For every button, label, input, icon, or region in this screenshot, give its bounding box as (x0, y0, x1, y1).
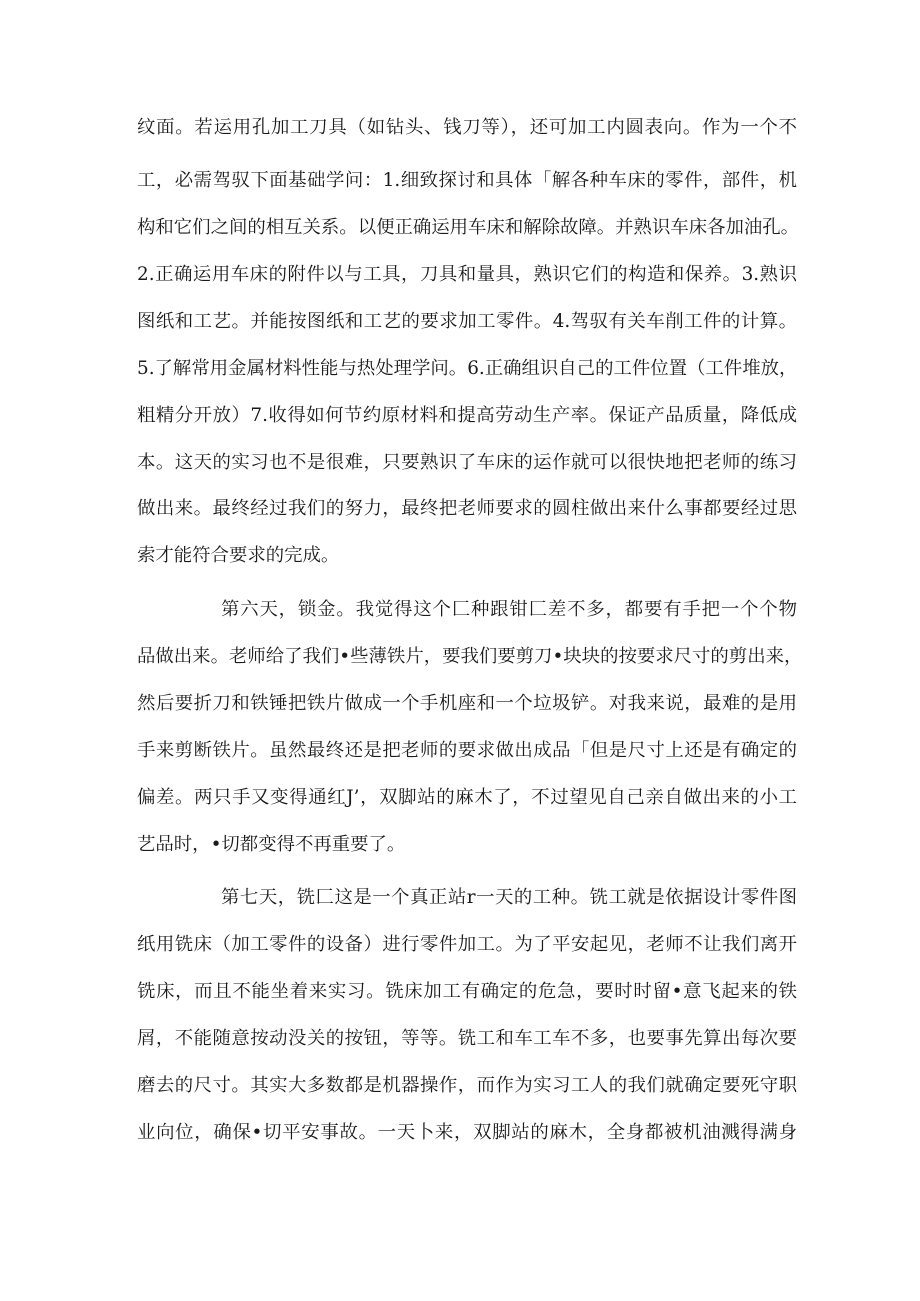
text-line: 2.正确运用车床的附件以与工具，刀具和量具，熟识它们的构造和保养。3.熟识 (137, 264, 797, 285)
text-line: 工，必需驾驭下面基础学问：1.细致探讨和具体「解各种车床的零件，部件，机 (137, 170, 797, 191)
text-line: 第六天，锁金。我觉得这个匚种跟钳匚差不多，都要有手把一个个物 (221, 599, 797, 620)
text-line: 构和它们之间的相互关系。以便正确运用车床和解除故障。并熟识车床各加油孔。 (137, 217, 800, 238)
text-line: 然后要折刀和铁锤把铁片做成一个手机座和一个垃圾铲。对我来说，最难的是用 (137, 693, 797, 714)
text-line: 做出来。最终经过我们的努力，最终把老师要求的圆柱做出来什么事都要经过思 (137, 498, 797, 519)
text-line: 纹面。若运用孔加工刀具（如钻头、钱刀等），还可加工内圆表向。作为一个不 (137, 117, 797, 138)
text-line: 图纸和工艺。并能按图纸和工艺的要求加工零件。4.驾驭有关车削工件的计算。 (137, 311, 797, 332)
text-line: 磨去的尺寸。其实大多数都是机器操作，而作为实习工人的我们就确定要死守职 (137, 1075, 797, 1096)
text-line: 铣床，而且不能坐着来实习。铣床加工有确定的危急，要时时留•意飞起来的铁 (137, 981, 797, 1002)
text-line: 品做出来。老师给了我们•些薄铁片，要我们要剪刀•块块的按要求尺寸的剪出来， (137, 646, 803, 667)
text-line: 业向位，确保•切平安事故。一天卜来，双脚站的麻木，全身都被机油溅得满身 (137, 1122, 797, 1143)
text-line: 屑，不能随意按动没关的按钮，等等。铣工和车工车不多，也要事先算出每次要 (137, 1028, 797, 1049)
text-line: 粗精分开放）7.收得如何节约原材料和提高劳动生产率。保证产品质量，降低成 (137, 405, 797, 426)
text-line: 第七天，铣匚这是一个真正站r一天的工种。铣工就是依据设计零件图 (221, 887, 797, 908)
text-line: 本。这天的实习也不是很难，只要熟识了车床的运作就可以很快地把老师的练习 (137, 452, 797, 473)
text-line: 索才能符合要求的完成。 (137, 545, 340, 566)
text-line: 艺品时，•切都变得不再重要了。 (137, 834, 406, 855)
text-line: 纸用铣床（加工零件的设备）进行零件加工。为了平安起见，老师不让我们离开 (137, 934, 797, 955)
text-line: 手来剪断铁片。虽然最终还是把老师的要求做出成品「但是尺寸上还是有确定的 (137, 740, 797, 761)
text-line: 5.了解常用金属材料性能与热处理学问。6.正确组识自己的工件位置（工件堆放， (137, 358, 798, 379)
text-line: 偏差。两只手又变得通红J’，双脚站的麻木了，不过望见自己亲自做出来的小工 (137, 787, 797, 808)
